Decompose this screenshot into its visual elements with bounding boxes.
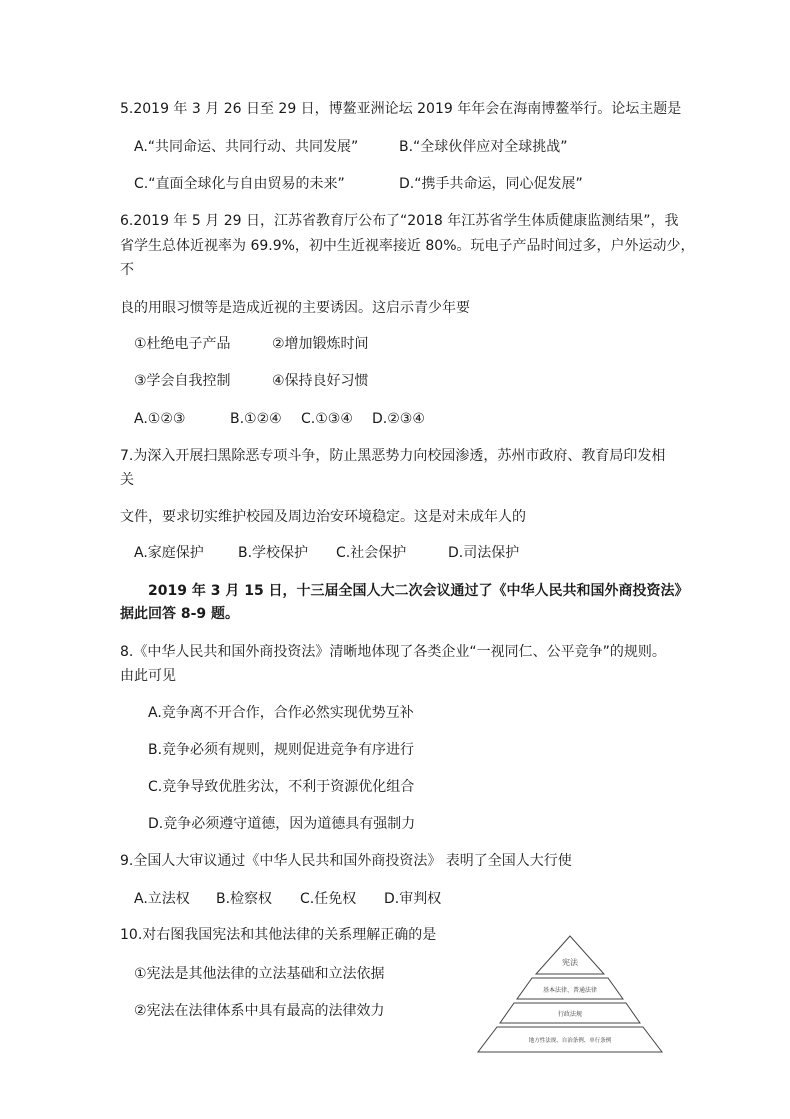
q9-option-c: C.任免权 <box>300 891 357 907</box>
q6-option-b: B.①②④ <box>230 411 282 427</box>
q8-option-a: A.竞争离不开合作，合作必然实现优势互补 <box>148 705 414 721</box>
q5-option-c: C.“直面全球化与自由贸易的未来” <box>134 176 345 192</box>
q7-stem-line-3: 文件，要求切实维护校园及周边治安环境稳定。这是对未成年人的 <box>120 509 526 525</box>
q7-option-a: A.家庭保护 <box>134 545 204 561</box>
q8-stem-line-1: 8.《中华人民共和国外商投资法》清晰地体现了各类企业“一视同仁、公平竞争”的规则。 <box>120 644 666 660</box>
q6-option-d: D.②③④ <box>372 411 425 427</box>
q5-option-a: A.“共同命运、共同行动、共同发展” <box>134 139 359 155</box>
q6-option-a: A.①②③ <box>134 411 186 427</box>
q6-item-4: ④保持良好习惯 <box>272 373 369 389</box>
q9-option-b: B.检察权 <box>216 891 273 907</box>
q9-option-d: D.审判权 <box>384 891 442 907</box>
q6-item-2: ②增加锻炼时间 <box>272 336 369 352</box>
q8-stem-line-2: 由此可见 <box>120 668 176 684</box>
q7-stem-line-1: 7.为深入开展扫黑除恶专项斗争，防止黑恶势力向校园渗透，苏州市政府、教育局印发相 <box>120 448 666 464</box>
law-pyramid-diagram <box>470 932 670 1057</box>
q8-option-b: B.竞争必须有规则，规则促进竞争有序进行 <box>148 742 415 758</box>
q6-stem-line-3: 不 <box>120 262 134 278</box>
q5-option-b: B.“全球伙伴应对全球挑战” <box>399 139 568 155</box>
pyramid-label-admin-regulations: 行政法规 <box>557 1011 583 1018</box>
q6-stem-line-4: 良的用眼习惯等是造成近视的主要诱因。这启示青少年要 <box>120 300 470 316</box>
q10-stem: 10.对右图我国宪法和其他法律的关系理解正确的是 <box>120 927 437 943</box>
q6-stem-line-1: 6.2019 年 5 月 29 日，江苏省教育厅公布了“2018 年江苏省学生体质健康监测结果”，我 <box>120 213 679 229</box>
pyramid-label-constitution: 宪法 <box>562 958 578 967</box>
q10-item-1: ①宪法是其他法律的立法基础和立法依据 <box>134 966 385 982</box>
q9-stem: 9.全国人大审议通过《中华人民共和国外商投资法》 表明了全国人大行使 <box>120 853 572 869</box>
q6-item-1: ①杜绝电子产品 <box>134 336 231 352</box>
q6-stem-line-2: 省学生总体近视率为 69.9%，初中生近视率接近 80%。玩电子产品时间过多，户外运动少， <box>120 238 695 254</box>
q6-option-c: C.①③④ <box>301 411 353 427</box>
q6-item-3: ③学会自我控制 <box>134 373 231 389</box>
pyramid-label-basic-laws: 基本法律、普通法律 <box>542 987 598 994</box>
q5-stem: 5.2019 年 3 月 26 日至 29 日，博鳌亚洲论坛 2019 年年会在海南博鳌举行。论坛主题是 <box>120 101 682 117</box>
q8-option-d: D.竞争必须遵守道德，因为道德具有强制力 <box>148 816 416 832</box>
pyramid-label-local-regulations: 地方性法规、自治条例、单行条例 <box>528 1038 612 1044</box>
q7-option-b: B.学校保护 <box>238 545 309 561</box>
q5-option-d: D.“携手共命运，同心促发展” <box>399 176 583 192</box>
q7-option-d: D.司法保护 <box>448 545 520 561</box>
q7-option-c: C.社会保护 <box>336 545 407 561</box>
material-line-1: 2019 年 3 月 15 日，十三届全国人大二次会议通过了《中华人民共和国外商投资法》 <box>148 583 689 599</box>
material-line-2: 据此回答 8-9 题。 <box>120 606 240 622</box>
q7-stem-line-2: 关 <box>120 472 134 488</box>
q8-option-c: C.竞争导致优胜劣汰，不利于资源优化组合 <box>148 779 415 795</box>
q10-item-2: ②宪法在法律体系中具有最高的法律效力 <box>134 1003 385 1019</box>
pyramid-level-constitution <box>536 936 604 974</box>
q9-option-a: A.立法权 <box>134 891 190 907</box>
